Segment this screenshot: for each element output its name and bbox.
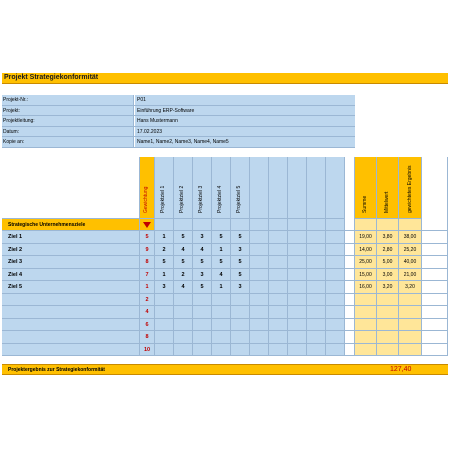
avg-value: 2,80 <box>382 246 393 253</box>
avg-cell <box>377 244 399 257</box>
score-cell[interactable] <box>231 244 250 257</box>
blank-cell <box>307 219 326 231</box>
weighted-cell <box>399 256 422 269</box>
score-cell[interactable] <box>231 231 250 244</box>
score-value: 5 <box>238 234 242 240</box>
score-value: 1 <box>219 284 223 290</box>
goal-row-label-cell <box>2 281 140 294</box>
avg-value: 3,20 <box>382 284 393 290</box>
score-cell[interactable] <box>155 306 174 319</box>
weight-value: 8 <box>145 259 149 265</box>
avg-cell <box>377 256 399 269</box>
score-cell[interactable] <box>326 231 345 244</box>
goal-row-label-cell <box>2 344 140 357</box>
goal-row-label-cell <box>2 256 140 269</box>
blank-cell <box>355 219 377 231</box>
score-cell[interactable] <box>269 231 288 244</box>
title-bar <box>2 73 448 84</box>
weight-cell[interactable] <box>140 294 155 307</box>
score-cell[interactable] <box>231 256 250 269</box>
score-cell[interactable] <box>193 306 212 319</box>
weight-cell[interactable] <box>140 344 155 357</box>
weight-header-cell <box>140 157 155 219</box>
evaluation-grid <box>2 157 448 377</box>
score-cell[interactable] <box>269 319 288 332</box>
score-cell[interactable] <box>174 269 193 282</box>
project-goal-header-cell <box>250 157 269 219</box>
project-goal-header-cell <box>269 157 288 219</box>
weight-cell[interactable] <box>140 269 155 282</box>
sum-cell <box>355 306 377 319</box>
score-cell[interactable] <box>250 269 269 282</box>
result-label: Projektergebnis zur Strategiekonformität <box>8 367 105 373</box>
score-cell[interactable] <box>155 344 174 357</box>
result-value: 127,40 <box>390 366 412 373</box>
score-cell[interactable] <box>174 281 193 294</box>
score-cell[interactable] <box>174 344 193 357</box>
score-value: 5 <box>219 234 223 240</box>
blank-right-cell <box>422 157 448 231</box>
avg-cell <box>377 269 399 282</box>
blank-right-cell <box>422 256 448 269</box>
score-value: 5 <box>181 259 185 265</box>
project-goal-header-cell <box>288 157 307 219</box>
avg-value: 5,00 <box>382 259 393 265</box>
score-cell[interactable] <box>193 231 212 244</box>
goal-row-label-cell <box>2 244 140 257</box>
spacer-cell <box>345 319 355 332</box>
sum-header: Summe <box>362 195 368 213</box>
score-cell[interactable] <box>212 319 231 332</box>
info-value[interactable]: Name1, Name2, Name3, Name4, Name5 <box>135 137 355 147</box>
score-value: 5 <box>200 284 204 290</box>
score-cell[interactable] <box>307 306 326 319</box>
spacer-cell <box>345 231 355 244</box>
sum-cell <box>355 294 377 307</box>
avg-cell <box>377 231 399 244</box>
score-cell[interactable] <box>326 256 345 269</box>
blank-right-cell <box>422 269 448 282</box>
result-footer <box>2 364 448 375</box>
goal-row-label: Ziel 1 <box>8 234 23 240</box>
score-cell[interactable] <box>326 244 345 257</box>
avg-value: 3,00 <box>382 271 393 278</box>
score-value: 5 <box>238 271 242 278</box>
weighted-cell <box>399 281 422 294</box>
score-cell[interactable] <box>174 331 193 344</box>
weight-cell[interactable] <box>140 306 155 319</box>
score-cell[interactable] <box>288 331 307 344</box>
score-cell[interactable] <box>326 269 345 282</box>
blank-right-cell <box>422 231 448 244</box>
score-cell[interactable] <box>326 281 345 294</box>
sum-value: 16,00 <box>359 284 372 290</box>
score-cell[interactable] <box>212 269 231 282</box>
score-cell[interactable] <box>326 294 345 307</box>
spacer-cell <box>345 157 355 231</box>
score-cell[interactable] <box>174 319 193 332</box>
goal-row-label-cell <box>2 231 140 244</box>
score-value: 2 <box>162 246 166 253</box>
weighted-header: gewichtetes Ergebnis <box>407 165 413 213</box>
score-cell[interactable] <box>307 231 326 244</box>
weight-filter-cell[interactable] <box>140 219 155 231</box>
avg-value: 3,80 <box>382 234 393 240</box>
sum-value: 14,00 <box>359 246 372 253</box>
info-label: Datum: <box>2 127 134 137</box>
weighted-cell <box>399 269 422 282</box>
score-value: 1 <box>219 246 223 253</box>
score-cell[interactable] <box>193 319 212 332</box>
score-cell[interactable] <box>269 244 288 257</box>
score-value: 4 <box>219 271 223 278</box>
score-cell[interactable] <box>193 256 212 269</box>
score-cell[interactable] <box>307 256 326 269</box>
score-cell[interactable] <box>212 344 231 357</box>
score-value: 3 <box>238 246 242 253</box>
weighted-cell <box>399 306 422 319</box>
score-cell[interactable] <box>250 344 269 357</box>
info-label: Projektleitung: <box>2 116 134 126</box>
weighted-value: 40,00 <box>403 259 417 265</box>
score-cell[interactable] <box>231 281 250 294</box>
score-cell[interactable] <box>307 331 326 344</box>
blank-cell <box>399 219 422 231</box>
weighted-cell <box>399 244 422 257</box>
score-cell[interactable] <box>307 294 326 307</box>
blank-cell <box>193 219 212 231</box>
score-cell[interactable] <box>155 244 174 257</box>
project-info <box>2 95 355 148</box>
spacer-cell <box>345 269 355 282</box>
weight-value: 10 <box>143 346 151 353</box>
score-cell[interactable] <box>269 281 288 294</box>
avg-cell <box>377 306 399 319</box>
blank-right-cell <box>422 331 448 344</box>
project-goal-header-cell <box>174 157 193 219</box>
score-cell[interactable] <box>193 244 212 257</box>
score-cell[interactable] <box>212 244 231 257</box>
score-value: 3 <box>200 271 204 278</box>
goal-row-label-cell <box>2 331 140 344</box>
avg-header: Mittelwert <box>384 191 390 213</box>
blank-cell <box>269 219 288 231</box>
project-goal-header: Projektziel 4 <box>217 185 223 213</box>
info-label: Projekt-Nr.: <box>2 95 134 105</box>
weighted-value: 3,20 <box>405 284 415 290</box>
weighted-cell <box>399 319 422 332</box>
score-cell[interactable] <box>250 281 269 294</box>
blank-cell <box>174 219 193 231</box>
score-cell[interactable] <box>193 344 212 357</box>
score-cell[interactable] <box>155 256 174 269</box>
sum-header-cell <box>355 157 377 219</box>
avg-cell <box>377 319 399 332</box>
goal-row-label: Ziel 2 <box>8 246 23 253</box>
score-cell[interactable] <box>326 319 345 332</box>
weight-value: 5 <box>145 234 149 240</box>
project-goal-header: Projektziel 2 <box>179 185 185 213</box>
score-cell[interactable] <box>193 294 212 307</box>
score-cell[interactable] <box>326 331 345 344</box>
info-row-project-number <box>2 95 355 106</box>
blank-cell <box>212 219 231 231</box>
weighted-cell <box>399 231 422 244</box>
score-cell[interactable] <box>269 269 288 282</box>
score-cell[interactable] <box>231 331 250 344</box>
spacer-cell <box>345 331 355 344</box>
score-cell[interactable] <box>250 244 269 257</box>
score-cell[interactable] <box>155 319 174 332</box>
project-goal-header-cell <box>326 157 345 219</box>
score-cell[interactable] <box>288 294 307 307</box>
score-cell[interactable] <box>288 319 307 332</box>
spacer-cell <box>345 281 355 294</box>
weighted-value: 21,00 <box>403 271 417 278</box>
info-row-project-lead <box>2 116 355 127</box>
score-cell[interactable] <box>193 281 212 294</box>
spacer-cell <box>345 306 355 319</box>
score-cell[interactable] <box>174 244 193 257</box>
score-cell[interactable] <box>155 281 174 294</box>
project-goal-header-cell <box>212 157 231 219</box>
score-cell[interactable] <box>212 306 231 319</box>
score-cell[interactable] <box>155 269 174 282</box>
score-cell[interactable] <box>155 231 174 244</box>
weighted-cell <box>399 331 422 344</box>
weight-cell[interactable] <box>140 331 155 344</box>
weight-value: 8 <box>145 334 149 340</box>
score-cell[interactable] <box>250 306 269 319</box>
goal-row-label-cell <box>2 269 140 282</box>
score-cell[interactable] <box>250 231 269 244</box>
score-cell[interactable] <box>250 256 269 269</box>
score-value: 3 <box>162 284 166 290</box>
score-value: 3 <box>238 284 242 290</box>
score-cell[interactable] <box>155 331 174 344</box>
project-goal-header: Projektziel 3 <box>198 185 204 213</box>
score-cell[interactable] <box>326 344 345 357</box>
sum-value: 15,00 <box>359 271 372 278</box>
score-cell[interactable] <box>288 244 307 257</box>
blank-right-cell <box>422 344 448 357</box>
sum-cell <box>355 281 377 294</box>
sum-cell <box>355 269 377 282</box>
score-cell[interactable] <box>212 231 231 244</box>
avg-cell <box>377 281 399 294</box>
score-cell[interactable] <box>269 306 288 319</box>
weight-value: 9 <box>145 246 149 253</box>
avg-cell <box>377 331 399 344</box>
score-value: 3 <box>200 234 204 240</box>
score-cell[interactable] <box>193 331 212 344</box>
weight-cell[interactable] <box>140 244 155 257</box>
project-goal-header: Projektziel 5 <box>236 185 242 213</box>
score-cell[interactable] <box>269 331 288 344</box>
weight-value: 7 <box>145 271 149 278</box>
project-goal-header-cell <box>231 157 250 219</box>
sum-cell <box>355 231 377 244</box>
info-row-project <box>2 106 355 117</box>
weight-value: 2 <box>145 296 149 303</box>
weighted-value: 38,00 <box>403 234 417 240</box>
avg-cell <box>377 294 399 307</box>
score-cell[interactable] <box>307 344 326 357</box>
score-cell[interactable] <box>231 306 250 319</box>
weight-value: 4 <box>145 309 149 315</box>
blank-cell <box>377 219 399 231</box>
filter-arrow-icon[interactable] <box>143 222 151 228</box>
avg-cell <box>377 344 399 357</box>
weight-header: Gewichtung <box>143 186 149 213</box>
score-cell[interactable] <box>250 319 269 332</box>
score-value: 5 <box>200 259 204 265</box>
sum-cell <box>355 256 377 269</box>
score-cell[interactable] <box>288 256 307 269</box>
weight-cell[interactable] <box>140 319 155 332</box>
spacer-cell <box>345 244 355 257</box>
weight-cell[interactable] <box>140 256 155 269</box>
blank-right-cell <box>422 306 448 319</box>
score-cell[interactable] <box>212 294 231 307</box>
project-goal-header: Projektziel 1 <box>160 185 166 213</box>
sum-cell <box>355 331 377 344</box>
score-cell[interactable] <box>326 306 345 319</box>
score-cell[interactable] <box>250 294 269 307</box>
score-cell[interactable] <box>174 256 193 269</box>
score-cell[interactable] <box>193 269 212 282</box>
score-cell[interactable] <box>307 244 326 257</box>
score-cell[interactable] <box>250 331 269 344</box>
info-value[interactable]: Einführung ERP-Software <box>135 106 355 116</box>
score-cell[interactable] <box>288 281 307 294</box>
score-cell[interactable] <box>307 319 326 332</box>
weight-value: 6 <box>145 321 149 328</box>
score-cell[interactable] <box>288 231 307 244</box>
blank-right-cell <box>422 294 448 307</box>
sum-cell <box>355 319 377 332</box>
blank-cell <box>250 219 269 231</box>
spacer-cell <box>345 256 355 269</box>
info-value[interactable]: Hans Mustermann <box>135 116 355 126</box>
score-cell[interactable] <box>212 281 231 294</box>
score-cell[interactable] <box>307 281 326 294</box>
weighted-cell <box>399 344 422 357</box>
weighted-header-cell <box>399 157 422 219</box>
blank-cell <box>288 219 307 231</box>
blank-cell <box>326 219 345 231</box>
weighted-cell <box>399 294 422 307</box>
score-cell[interactable] <box>212 256 231 269</box>
score-value: 2 <box>181 271 185 278</box>
score-cell[interactable] <box>231 294 250 307</box>
info-row-copy-to <box>2 137 355 148</box>
score-value: 1 <box>162 234 166 240</box>
spacer-cell <box>345 294 355 307</box>
sum-value: 25,00 <box>359 259 372 265</box>
weighted-value: 25,20 <box>403 246 417 253</box>
score-cell[interactable] <box>231 344 250 357</box>
score-cell[interactable] <box>269 256 288 269</box>
goals-label-cell <box>2 219 140 231</box>
info-row-date <box>2 127 355 138</box>
project-goal-header-cell <box>307 157 326 219</box>
score-value: 5 <box>181 234 185 240</box>
info-label: Projekt: <box>2 106 134 116</box>
goals-label: Strategische Unternehmensziele <box>8 222 86 228</box>
info-value[interactable]: P01 <box>135 95 355 105</box>
goal-row-label: Ziel 3 <box>8 259 23 265</box>
score-cell[interactable] <box>288 344 307 357</box>
goal-row-label-cell <box>2 306 140 319</box>
goal-row-label: Ziel 5 <box>8 284 23 290</box>
weight-cell[interactable] <box>140 281 155 294</box>
score-value: 4 <box>181 284 185 290</box>
sum-value: 19,00 <box>359 234 372 240</box>
score-cell[interactable] <box>212 331 231 344</box>
goal-row-label-cell <box>2 319 140 332</box>
score-cell[interactable] <box>288 306 307 319</box>
score-cell[interactable] <box>174 231 193 244</box>
score-cell[interactable] <box>231 269 250 282</box>
score-cell[interactable] <box>288 269 307 282</box>
sum-cell <box>355 244 377 257</box>
score-cell[interactable] <box>307 269 326 282</box>
page-title: Projekt Strategiekonformität <box>4 74 99 81</box>
info-value[interactable]: 17.02.2023 <box>135 127 355 137</box>
avg-header-cell <box>377 157 399 219</box>
sum-cell <box>355 344 377 357</box>
goal-row-label-cell <box>2 294 140 307</box>
score-value: 1 <box>162 271 166 278</box>
score-cell[interactable] <box>231 319 250 332</box>
blank-cell <box>231 219 250 231</box>
project-goal-header-cell <box>193 157 212 219</box>
score-value: 5 <box>162 259 166 265</box>
header-blank-cell <box>2 157 140 219</box>
score-cell[interactable] <box>269 294 288 307</box>
weight-value: 1 <box>145 284 149 290</box>
score-cell[interactable] <box>155 294 174 307</box>
blank-right-cell <box>422 281 448 294</box>
blank-cell <box>155 219 174 231</box>
score-value: 5 <box>238 259 242 265</box>
score-value: 5 <box>219 259 223 265</box>
weight-cell[interactable] <box>140 231 155 244</box>
blank-right-cell <box>422 319 448 332</box>
score-cell[interactable] <box>174 294 193 307</box>
score-value: 4 <box>200 246 204 253</box>
score-cell[interactable] <box>174 306 193 319</box>
score-value: 4 <box>181 246 185 253</box>
score-cell[interactable] <box>269 344 288 357</box>
blank-right-cell <box>422 244 448 257</box>
info-label: Kopie an: <box>2 137 134 147</box>
project-goal-header-cell <box>155 157 174 219</box>
spacer-cell <box>345 344 355 357</box>
goal-row-label: Ziel 4 <box>8 271 23 278</box>
